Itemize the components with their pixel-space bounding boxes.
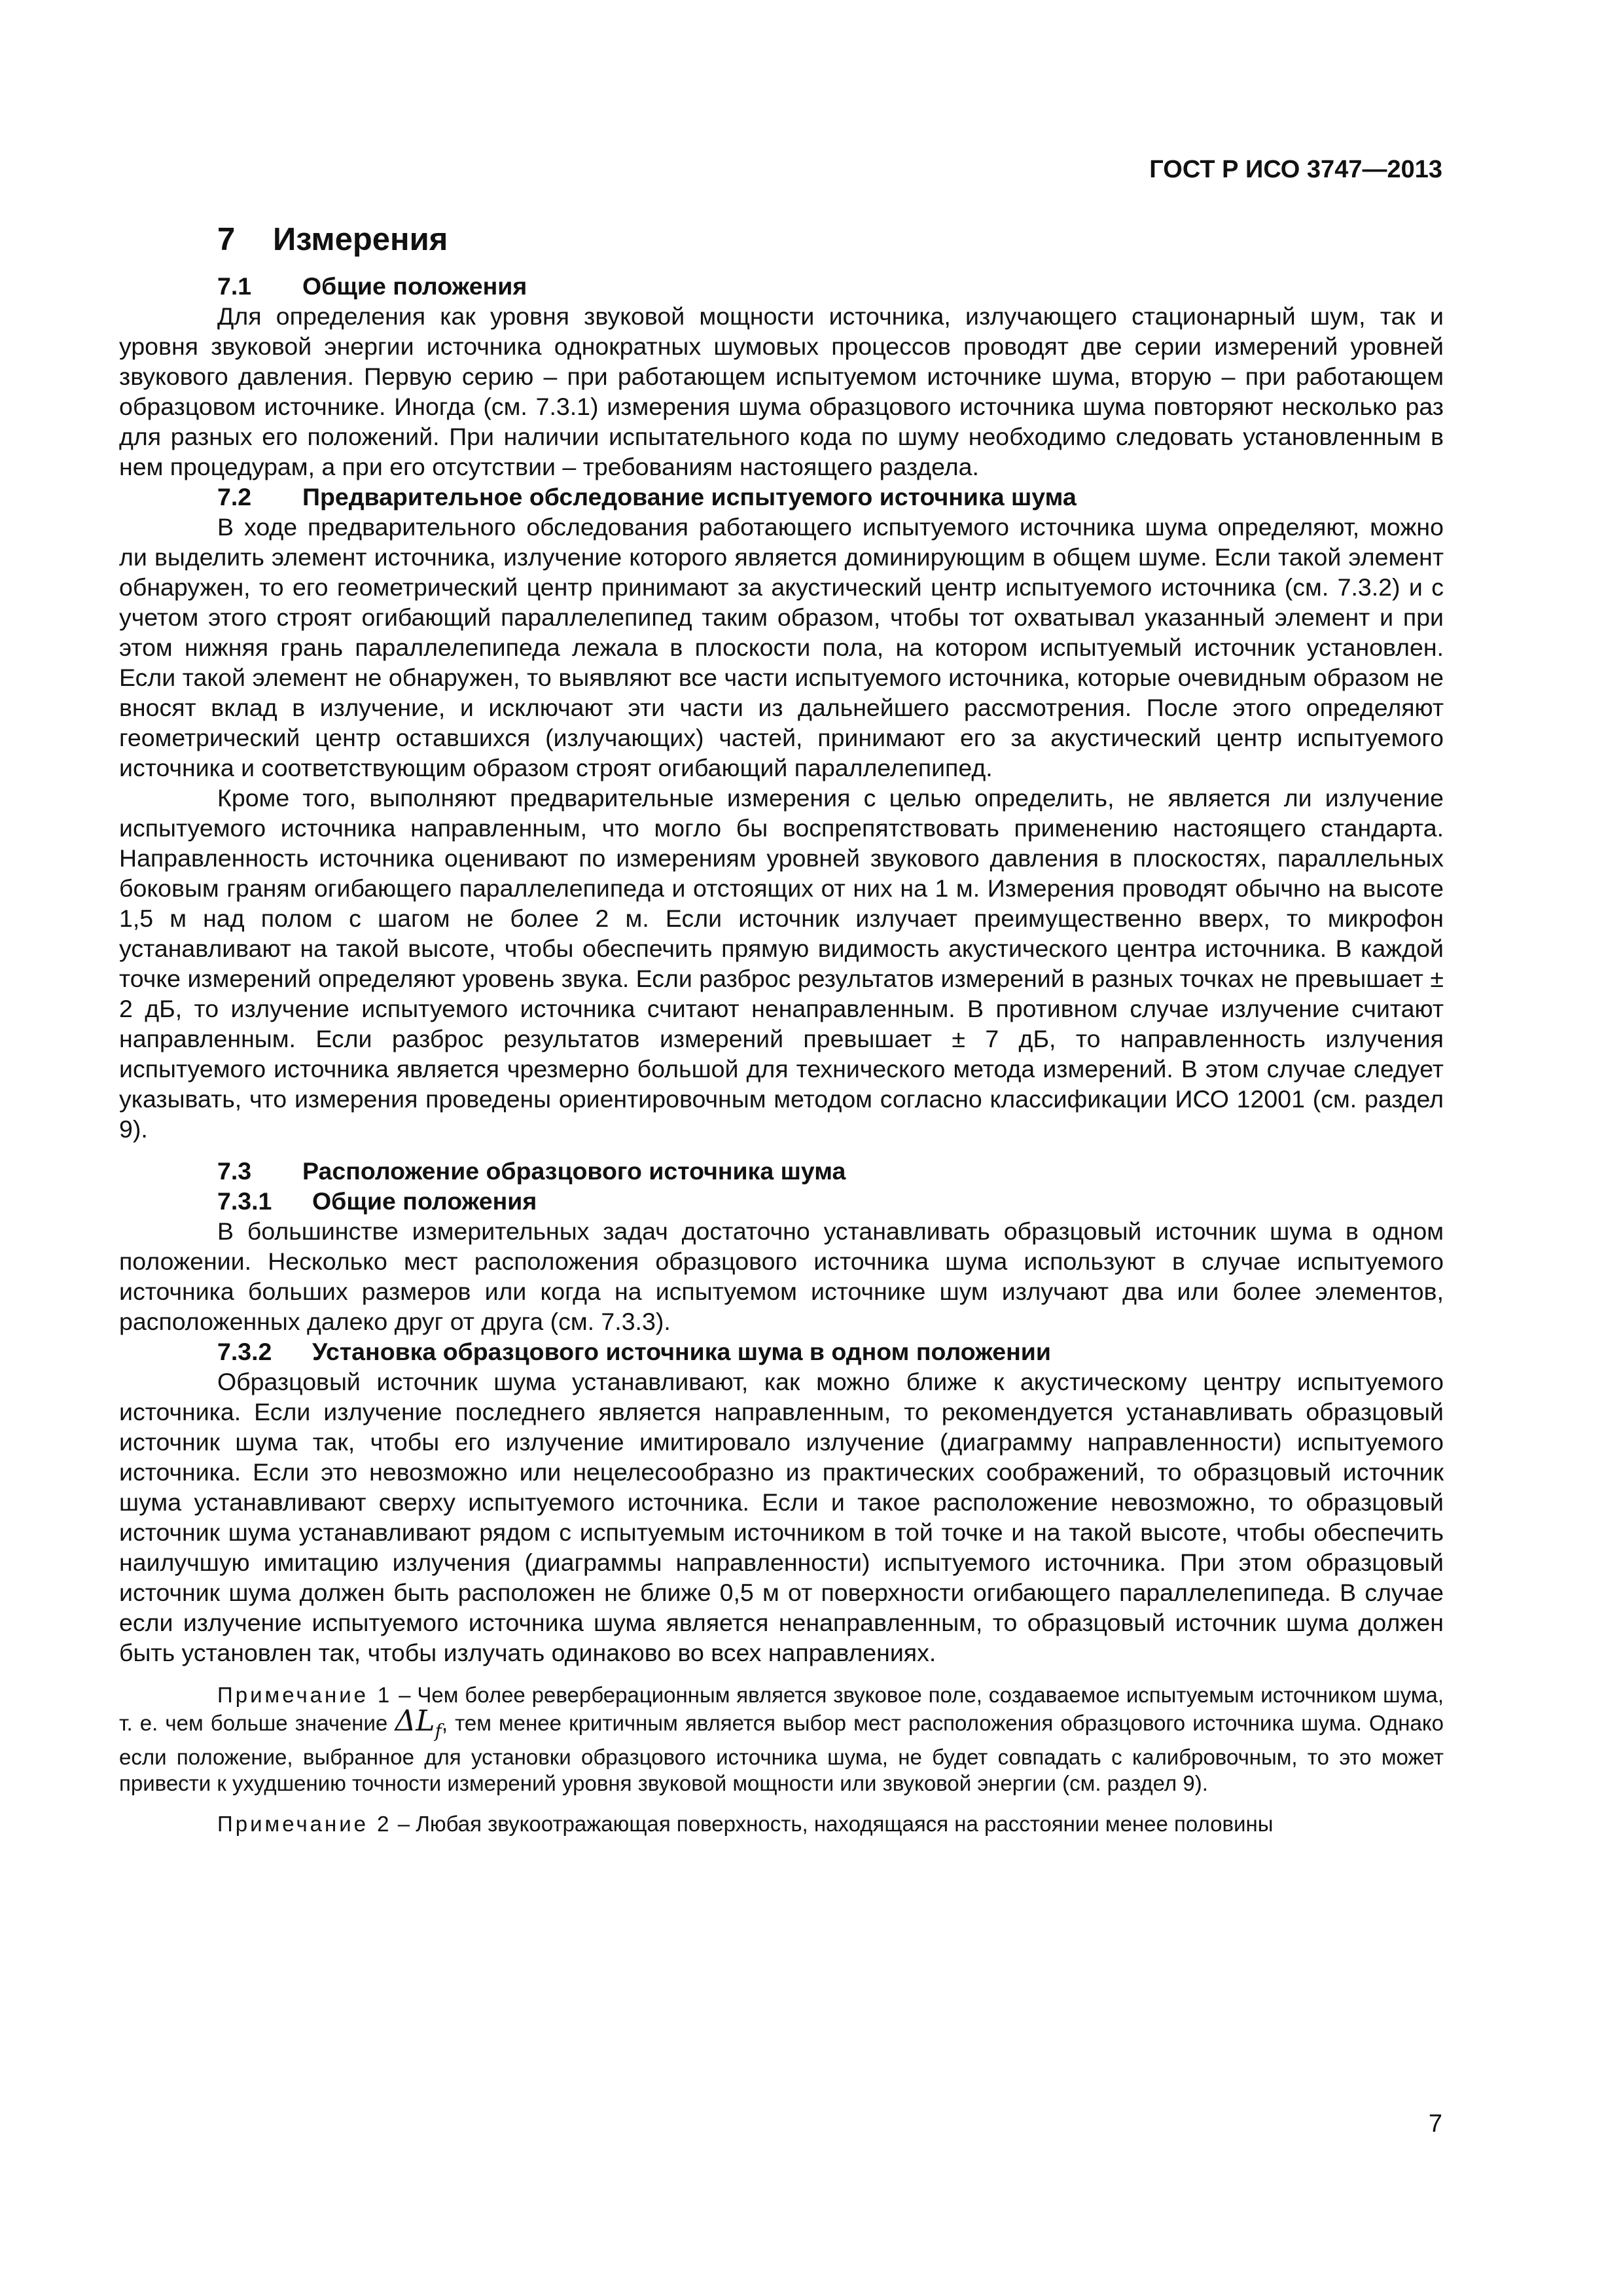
section-title: Измерения (273, 222, 448, 257)
subsection-title: Общие положения (312, 1187, 537, 1215)
paragraph: В ходе предварительного обследования работающего испытуемого источника шума определяют, можно ли выделить элемент источника, излучение которого является доминирующим в общем шуме. Если такой элемент обнаружен, то его геометрический центр принимают за акустический центр испытуемого источника (см. 7.3.2) и с учетом этого строят огибающий параллелепипед таким образом, чтобы тот охватывал указанный элемент и при этом нижняя грань параллелепипеда лежала в плоскости пола, на котором испытуемый источник установлен. Если такой элемент не обнаружен, то выявляют все части испытуемого источника, которые очевидным образом не вносят вклад в излучение, и исключают эти части из дальнейшего рассмотрения. После этого определяют геометрический центр оставшихся (излучающих) частей, принимают его за акустический центр испытуемого источника и соответствующим образом строят огибающий параллелепипед. (119, 513, 1444, 781)
document-body (119, 216, 1444, 1837)
document-header: ГОСТ Р ИСО 3747—2013 (1149, 156, 1442, 183)
subsection-heading-7-2 (119, 482, 1444, 512)
symbol-main: ΔL (395, 1704, 435, 1738)
subsection-title: Расположение образцового источника шума (302, 1157, 846, 1185)
subsection-title: Общие положения (302, 272, 527, 300)
subsection-title: Установка образцового источника шума в одном положении (312, 1338, 1051, 1365)
subsection-number: 7.3.2 (217, 1338, 272, 1365)
paragraph: Образцовый источник шума устанавливают, как можно ближе к акустическому центру испытуемого источника. Если излучение последнего является направленным, то рекомендуется устанавливать образцовый источник шума так, чтобы его излучение имитировало излучение (диаграмму направленности) испытуемого источника. Если это невозможно или нецелесообразно из практических соображений, то образцовый источник шума устанавливают сверху испытуемого источника. Если и такое расположение невозможно, то образцовый источник шума устанавливают рядом с испытуемым источником в той точке и на такой высоте, чтобы обеспечить наилучшую имитацию излучения (диаграммы направленности) испытуемого источника. При этом образцовый источник шума должен быть расположен не ближе 0,5 м от поверхности огибающего параллелепипеда. В случае если излучение испытуемого источника шума является ненаправленным, то образцовый источник шума должен быть установлен так, чтобы излучать одинаково во всех направлениях. (119, 1368, 1444, 1666)
note-text: – Чем более реверберационным является звуковое поле, создаваемое испытуемым источником шума, т. е. чем больше значение (119, 1683, 1444, 1735)
symbol-subscript: f (435, 1719, 442, 1742)
paragraph: Кроме того, выполняют предварительные измерения с целью определить, не является ли излучение испытуемого источника направленным, что могло бы воспрепятствовать применению настоящего стандарта. Направленность источника оценивают по измерениям уровней звукового давления в плоскостях, параллельных боковым граням огибающего параллелепипеда и отстоящих от них на 1 м. Измерения проводят обычно на высоте 1,5 м над полом с шагом не более 2 м. Если источник излучает преимущественно вверх, то микрофон устанавливают на такой высоте, чтобы обеспечить прямую видимость акустического центра источника. В каждой точке измерений определяют уровень звука. Если разброс результатов измерений в разных точках не превышает ± 2 дБ, то излучение испытуемого источника считают ненаправленным. В противном случае излучение считают направленным. Если разброс результатов измерений превышает ± 7 дБ, то направленность излучения испытуемого источника является чрезмерно большой для технического метода измерений. В этом случае следует указывать, что измерения проведены ориентировочным методом согласно классификации ИСО 12001 (см. раздел 9). (119, 784, 1444, 1143)
note-label: Примечание 2 (217, 1811, 392, 1836)
subsection-number: 7.2 (217, 483, 252, 511)
subsection-number: 7.3.1 (217, 1187, 272, 1215)
note-text: – Любая звукоотражающая поверхность, находящаяся на расстоянии менее половины (391, 1811, 1274, 1836)
subsection-number: 7.3 (217, 1157, 252, 1185)
delta-l-symbol (395, 1704, 442, 1742)
spacer (119, 1144, 1444, 1156)
note-1 (119, 1682, 1444, 1797)
subsection-number: 7.1 (217, 272, 252, 300)
section-heading (119, 216, 1444, 263)
subsection-heading-7-3-1 (119, 1186, 1444, 1216)
paragraph: Для определения как уровня звуковой мощности источника, излучающего стационарный шум, так и уровня звуковой энергии источника однократных шумовых процессов проводят две серии измерений уровней звукового давления. Первую серию – при работающем испытуемом источнике шума, вторую – при работающем образцовом источнике. Иногда (см. 7.3.1) измерения шума образцового источника шума повторяют несколько раз для разных его положений. При наличии испытательного кода по шуму необходимо следовать установленным в нем процедурам, а при его отсутствии – требованиям настоящего раздела. (119, 302, 1444, 480)
section-number: 7 (217, 222, 236, 257)
paragraph: В большинстве измерительных задач достаточно устанавливать образцовый источник шума в одном положении. Несколько мест расположения образцового источника шума используют в случае испытуемого источника больших размеров или когда на испытуемом источнике шум излучают два или более элементов, расположенных далеко друг от друга (см. 7.3.3). (119, 1217, 1444, 1335)
subsection-heading-7-3 (119, 1156, 1444, 1186)
page-number: 7 (1428, 2110, 1442, 2138)
note-2 (119, 1811, 1444, 1837)
subsection-title: Предварительное обследование испытуемого источника шума (302, 483, 1077, 511)
note-label: Примечание 1 (217, 1683, 393, 1707)
subsection-heading-7-3-2 (119, 1336, 1444, 1367)
note-text-continued: , тем менее критичным является выбор мест расположения образцового источника шума. Однако если положение, выбранное для установки образцового источника шума, не будет совпадать с калибровочным, то это может привести к ухудшению точности измерений уровня звуковой мощности или звуковой энергии (см. раздел 9). (119, 1711, 1444, 1795)
subsection-heading-7-1 (119, 271, 1444, 301)
